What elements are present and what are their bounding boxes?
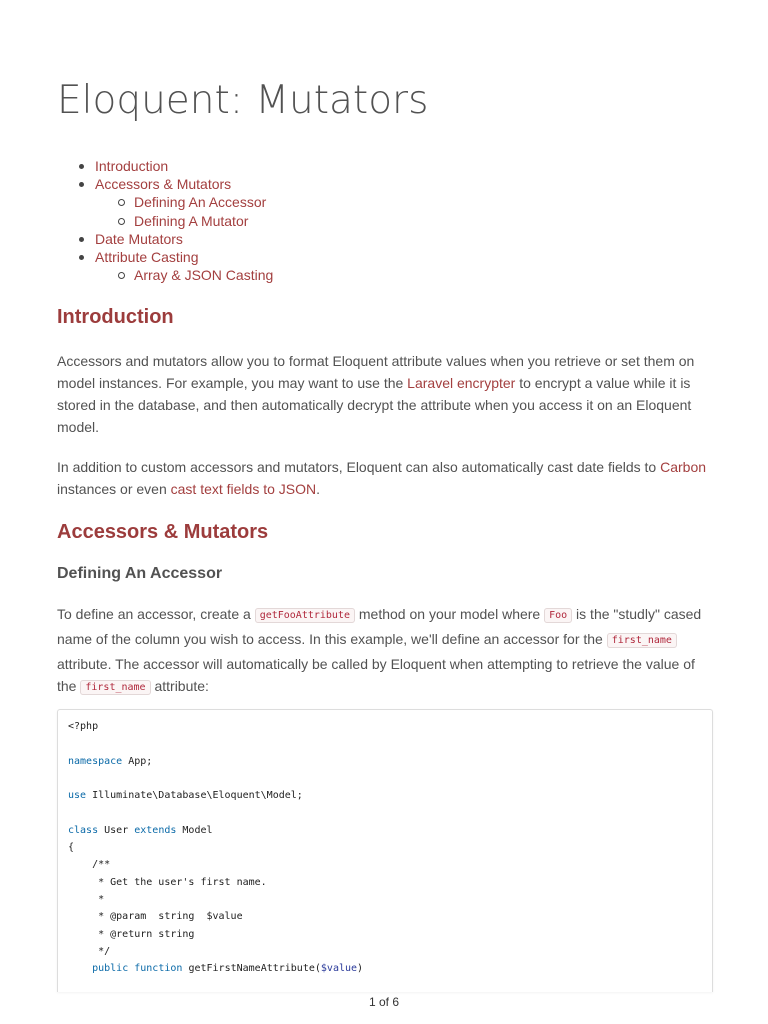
toc-item-defining-mutator [57, 212, 273, 230]
toc-link-defining-accessor[interactable]: Defining An Accessor [134, 194, 267, 211]
intro-p1-text: Accessors and mutators allow you to format Eloquent attribute values when you retrieve or set them on model instances. For example, you may want to use the [57, 353, 695, 391]
code-keyword: use [68, 790, 87, 802]
table-of-contents [57, 157, 273, 284]
section-heading-introduction: Introduction [57, 306, 174, 328]
code-comment: * Get the user's first name. [68, 876, 267, 888]
code-keyword: namespace [68, 755, 123, 767]
bullet-circle-icon [118, 272, 125, 279]
page-title: Eloquent: Mutators [57, 78, 429, 123]
bullet-circle-icon [118, 199, 125, 206]
code-comment: * @param string $value [68, 911, 243, 923]
inline-code-getfooattribute: getFooAttribute [255, 608, 355, 623]
accessor-text-2: method on your model where [355, 606, 545, 622]
section-heading-accessors-mutators: Accessors & Mutators [57, 521, 269, 543]
intro-p2-text: In addition to custom accessors and mutators, Eloquent can also automatically cast date fields to [57, 459, 661, 475]
code-line [68, 926, 363, 943]
accessor-paragraph [57, 603, 713, 700]
code-text: <?php [68, 721, 99, 732]
code-indent [68, 963, 92, 974]
inline-code-foo: Foo [544, 608, 572, 623]
code-keyword: class [68, 824, 99, 836]
code-line [68, 822, 363, 839]
laravel-encrypter-link[interactable]: Laravel encrypter [407, 375, 516, 391]
code-line [68, 787, 363, 804]
toc-link-accessors-mutators[interactable]: Accessors & Mutators [95, 176, 232, 193]
intro-paragraph-1 [57, 350, 713, 438]
toc-item-accessors-mutators [57, 175, 273, 193]
accessor-text-1: To define an accessor, create a [57, 606, 255, 622]
code-line [68, 856, 363, 873]
intro-p1-text-end: to encrypt a value while it is stored in the database, and then automatically decrypt the attribute when you access it on an Eloquent model. [57, 375, 692, 435]
code-line [68, 960, 363, 977]
toc-link-array-json-casting[interactable]: Array & JSON Casting [134, 267, 274, 284]
code-comment: * @return string [68, 928, 195, 940]
intro-paragraph-2 [57, 456, 713, 500]
code-line [68, 753, 363, 770]
code-line [68, 908, 363, 925]
code-text: Illuminate\Database\Eloquent\Model; [86, 790, 303, 802]
toc-link-introduction[interactable]: Introduction [95, 158, 169, 174]
subsection-heading-defining-accessor: Defining An Accessor [57, 565, 223, 582]
code-comment: /** [68, 859, 111, 871]
code-line-blank [68, 804, 363, 821]
code-line [68, 891, 363, 908]
toc-item-date-mutators [57, 230, 273, 248]
toc-link-date-mutators[interactable]: Date Mutators [95, 230, 183, 247]
code-line-blank [68, 735, 363, 752]
code-text: Model [176, 824, 213, 836]
accessor-text-4: attribute. The accessor will automatically be called by Eloquent when attempting to retrieve the value of the [57, 656, 695, 694]
toc-item-defining-accessor [57, 193, 273, 211]
code-text: { [68, 842, 75, 854]
inline-code-first-name: first_name [607, 633, 677, 648]
accessor-text-3: is the "studly" cased name of the column you wish to access. In this example, we'll define an accessor for the [57, 606, 702, 647]
code-text: getFirstNameAttribute( [182, 963, 321, 975]
code-keyword: function [134, 963, 183, 975]
code-line [68, 874, 363, 891]
cast-json-link[interactable]: cast text fields to JSON [170, 481, 317, 497]
page-number: 1 of 6 [368, 995, 400, 1009]
toc-item-introduction [57, 157, 273, 175]
code-comment: * [68, 893, 105, 905]
code-text: App; [122, 755, 153, 767]
inline-code-first-name: first_name [80, 680, 150, 695]
intro-p2-text-end: . [316, 481, 321, 497]
code-line [68, 718, 363, 735]
bullet-circle-icon [118, 218, 125, 225]
intro-p2-text-mid: instances or even [57, 481, 171, 497]
bullet-disc-icon [79, 237, 84, 242]
code-line-blank [68, 770, 363, 787]
code-listing [68, 718, 363, 977]
toc-link-defining-mutator[interactable]: Defining A Mutator [134, 212, 249, 229]
bullet-disc-icon [79, 182, 84, 187]
accessor-text-5: attribute: [150, 678, 209, 694]
code-line [68, 839, 363, 856]
code-text: ) [357, 963, 364, 975]
code-keyword: public [92, 963, 129, 975]
bullet-disc-icon [79, 164, 84, 169]
code-keyword: extends [134, 824, 177, 836]
code-block [57, 709, 713, 992]
code-text: User [98, 824, 135, 836]
toc-link-attribute-casting[interactable]: Attribute Casting [95, 249, 199, 266]
bullet-disc-icon [79, 255, 84, 260]
toc-item-array-json-casting [57, 266, 273, 284]
carbon-link[interactable]: Carbon [660, 459, 707, 475]
code-variable: $value [320, 963, 358, 975]
code-comment: */ [68, 945, 111, 957]
toc-item-attribute-casting [57, 248, 273, 266]
code-line [68, 943, 363, 960]
